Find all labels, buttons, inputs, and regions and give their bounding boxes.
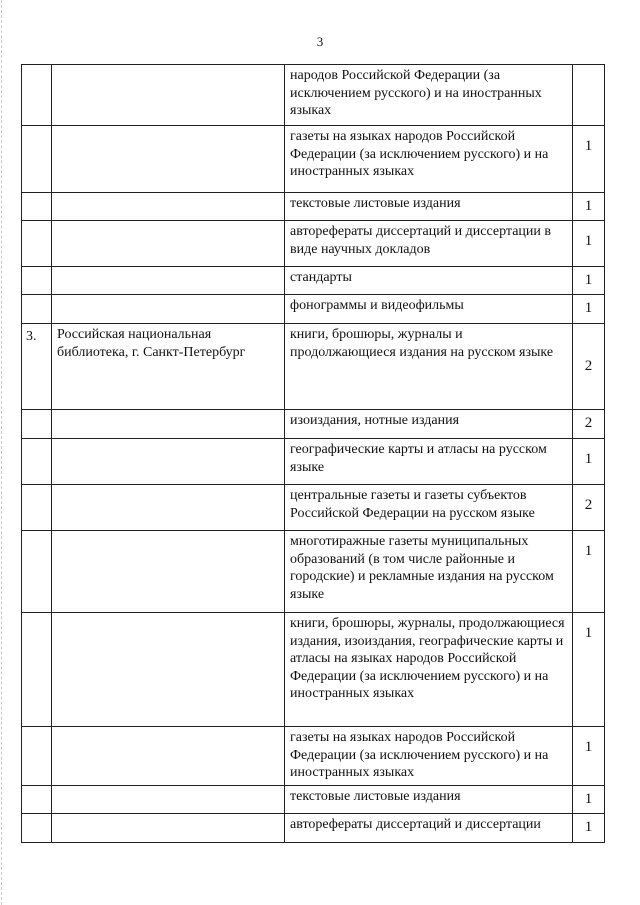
document-type-cell: текстовые листовые издания bbox=[285, 193, 573, 221]
library-cell bbox=[52, 65, 285, 126]
deposit-copies-table bbox=[21, 64, 605, 843]
document-type-cell: географические карты и атласы на русском языке bbox=[285, 439, 573, 485]
library-cell bbox=[52, 267, 285, 295]
document-type-cell: авторефераты диссертаций и диссертации bbox=[285, 814, 573, 843]
table-row bbox=[22, 613, 605, 727]
row-number-cell bbox=[22, 531, 52, 613]
row-number-cell bbox=[22, 193, 52, 221]
row-number-cell bbox=[22, 727, 52, 786]
table-row bbox=[22, 531, 605, 613]
copies-count-cell: 1 bbox=[573, 814, 605, 843]
copies-count-cell: 1 bbox=[573, 193, 605, 221]
library-cell bbox=[52, 193, 285, 221]
page-edge-marks bbox=[1, 0, 3, 905]
copies-count-cell: 1 bbox=[573, 126, 605, 193]
document-type-cell: книги, брошюры, журналы и продолжающиеся издания на русском языке bbox=[285, 324, 573, 410]
copies-count-cell: 1 bbox=[573, 439, 605, 485]
row-number-cell bbox=[22, 295, 52, 324]
row-number-cell bbox=[22, 439, 52, 485]
page-number: 3 bbox=[316, 34, 324, 49]
library-cell: Российская национальная библиотека, г. Санкт-Петербург bbox=[52, 324, 285, 410]
table-row bbox=[22, 295, 605, 324]
table-row bbox=[22, 193, 605, 221]
table-row bbox=[22, 65, 605, 126]
document-type-cell: многотиражные газеты муниципальных образований (в том числе районные и городские) и рекламные издания на русском языке bbox=[285, 531, 573, 613]
table-row bbox=[22, 485, 605, 531]
copies-count-cell: 1 bbox=[573, 613, 605, 727]
library-cell bbox=[52, 786, 285, 814]
table-row bbox=[22, 410, 605, 439]
copies-count-cell: 1 bbox=[573, 221, 605, 267]
copies-count-cell: 1 bbox=[573, 267, 605, 295]
document-type-cell: текстовые листовые издания bbox=[285, 786, 573, 814]
table-row bbox=[22, 786, 605, 814]
library-cell bbox=[52, 221, 285, 267]
library-cell bbox=[52, 531, 285, 613]
copies-count-cell: 2 bbox=[573, 410, 605, 439]
row-number-cell bbox=[22, 485, 52, 531]
table-row bbox=[22, 221, 605, 267]
row-number-cell bbox=[22, 786, 52, 814]
table-row bbox=[22, 267, 605, 295]
document-type-cell: центральные газеты и газеты субъектов Российской Федерации на русском языке bbox=[285, 485, 573, 531]
library-cell bbox=[52, 295, 285, 324]
row-number-cell bbox=[22, 221, 52, 267]
copies-count-cell: 1 bbox=[573, 531, 605, 613]
document-type-cell: газеты на языках народов Российской Федерации (за исключением русского) и на иностранных языках bbox=[285, 727, 573, 786]
library-cell bbox=[52, 126, 285, 193]
library-cell bbox=[52, 814, 285, 843]
document-type-cell: авторефераты диссертаций и диссертации в виде научных докладов bbox=[285, 221, 573, 267]
row-number-cell bbox=[22, 410, 52, 439]
library-cell bbox=[52, 485, 285, 531]
copies-count-cell: 2 bbox=[573, 485, 605, 531]
row-number-cell bbox=[22, 65, 52, 126]
row-number-cell bbox=[22, 267, 52, 295]
library-cell bbox=[52, 439, 285, 485]
copies-count-cell bbox=[573, 65, 605, 126]
table-row bbox=[22, 814, 605, 843]
document-type-cell: народов Российской Федерации (за исключением русского) и на иностранных языках bbox=[285, 65, 573, 126]
document-type-cell: фонограммы и видеофильмы bbox=[285, 295, 573, 324]
row-number-cell bbox=[22, 613, 52, 727]
copies-count-cell: 1 bbox=[573, 786, 605, 814]
row-number-cell: 3. bbox=[22, 324, 52, 410]
document-type-cell: газеты на языках народов Российской Федерации (за исключением русского) и на иностранных языках bbox=[285, 126, 573, 193]
document-type-cell: стандарты bbox=[285, 267, 573, 295]
table-row bbox=[22, 727, 605, 786]
copies-count-cell: 2 bbox=[573, 324, 605, 410]
row-number-cell bbox=[22, 126, 52, 193]
document-type-cell: изоиздания, нотные издания bbox=[285, 410, 573, 439]
row-number-cell bbox=[22, 814, 52, 843]
library-cell bbox=[52, 613, 285, 727]
table-row bbox=[22, 324, 605, 410]
library-cell bbox=[52, 727, 285, 786]
table-row bbox=[22, 439, 605, 485]
table-row bbox=[22, 126, 605, 193]
document-type-cell: книги, брошюры, журналы, продолжающиеся издания, изоиздания, географические карты и атласы на языках народов Российской Федерации (за исключением русского) и на иностранных языках bbox=[285, 613, 573, 727]
copies-count-cell: 1 bbox=[573, 727, 605, 786]
copies-count-cell: 1 bbox=[573, 295, 605, 324]
library-cell bbox=[52, 410, 285, 439]
